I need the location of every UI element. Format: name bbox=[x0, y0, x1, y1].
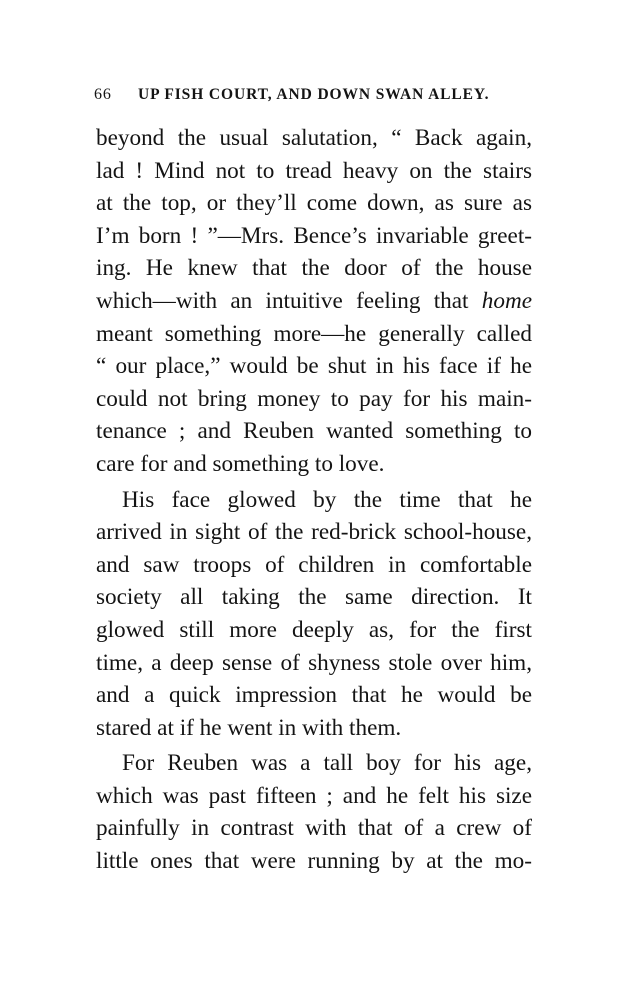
text-line: His face glowed by the time that he bbox=[122, 486, 532, 513]
text-line: could not bring money to pay for his main- bbox=[96, 385, 532, 412]
text-line: arrived in sight of the red-brick school-house, bbox=[96, 519, 532, 546]
text-line: and a quick impression that he would be bbox=[96, 682, 532, 709]
text-line: glowed still more deeply as, for the first bbox=[96, 616, 532, 643]
text-line: tenance ; and Reuben wanted something to bbox=[96, 418, 532, 445]
page-number: 66 bbox=[94, 86, 112, 103]
text-line bbox=[96, 285, 532, 318]
body-text bbox=[96, 122, 532, 878]
text-line: society all taking the same direction. It bbox=[96, 584, 532, 611]
running-title: UP FISH COURT, AND DOWN SWAN ALLEY. bbox=[138, 86, 490, 103]
text-segment: which—with an intuitive feeling that bbox=[96, 287, 469, 314]
text-line: meant something more—he generally called bbox=[96, 320, 532, 347]
paragraph bbox=[96, 747, 532, 877]
text-line: ing. He knew that the door of the house bbox=[96, 255, 532, 282]
text-line: which was past fifteen ; and he felt his size bbox=[96, 782, 532, 809]
text-line: time, a deep sense of shyness stole over him, bbox=[96, 649, 532, 676]
running-header bbox=[94, 86, 530, 110]
text-line: and saw troops of children in comfortable bbox=[96, 551, 532, 578]
text-line: beyond the usual salutation, “ Back again, bbox=[96, 125, 532, 151]
text-line: For Reuben was a tall boy for his age, bbox=[122, 750, 532, 777]
italic-word: home bbox=[481, 287, 532, 314]
text-line: care for and something to love. bbox=[96, 450, 385, 477]
text-line: “ our place,” would be shut in his face if he bbox=[96, 353, 532, 380]
text-line: at the top, or they’ll come down, as sure as bbox=[96, 190, 532, 217]
text-line: lad ! Mind not to tread heavy on the stairs bbox=[96, 157, 532, 184]
paragraph bbox=[96, 484, 532, 745]
text-line: painfully in contrast with that of a crew of bbox=[96, 815, 532, 842]
text-line: I’m born ! ”—Mrs. Bence’s invariable greet- bbox=[96, 222, 532, 249]
text-line: stared at if he went in with them. bbox=[96, 714, 402, 741]
text-line: little ones that were running by at the mo- bbox=[96, 848, 532, 875]
paragraph bbox=[96, 122, 532, 481]
